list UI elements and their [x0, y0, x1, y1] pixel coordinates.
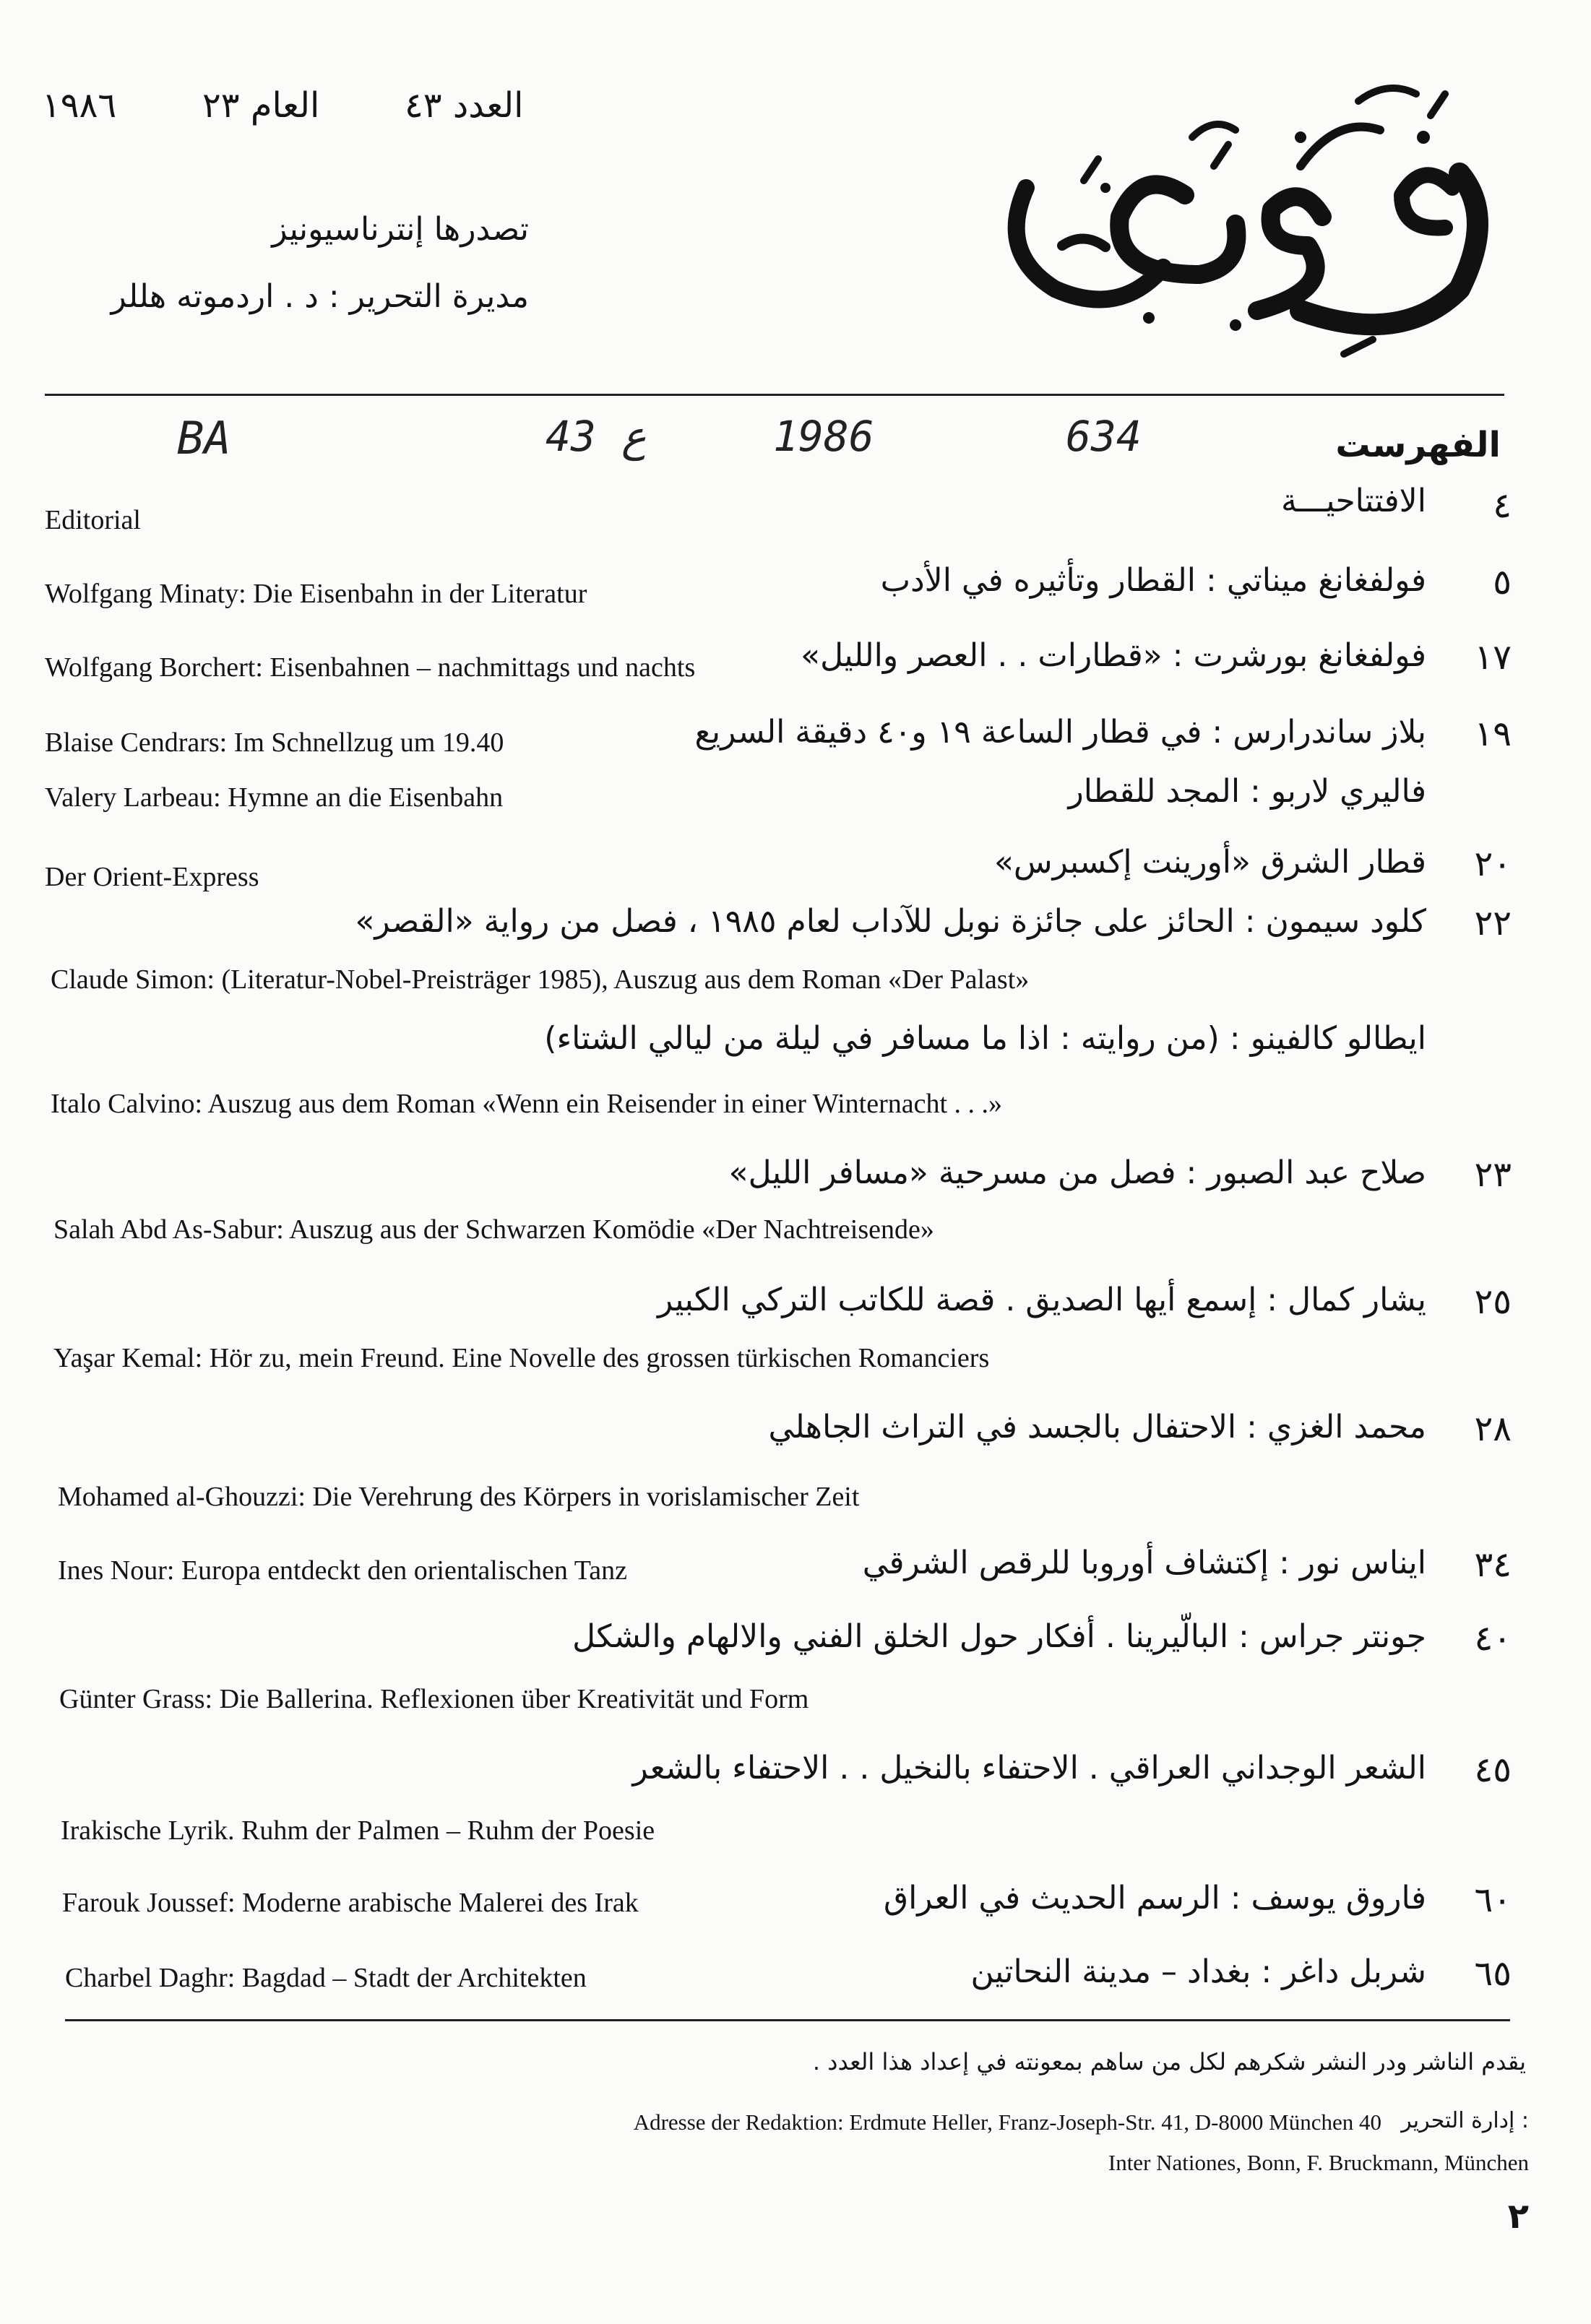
toc-entry-german: Yaşar Kemal: Hör zu, mein Freund. Eine Novelle des grossen türkischen Romanciers: [53, 1343, 990, 1373]
toc-page-number: ٢٠: [1474, 844, 1512, 884]
toc-entry-arabic: فولفغانغ بورشرت : «قطارات . . العصر والليل»: [801, 637, 1426, 674]
toc-entry-german: Wolfgang Minaty: Die Eisenbahn in der Literatur: [45, 579, 587, 609]
toc-entry-arabic: كلود سيمون : الحائز على جائزة نوبل للآداب لعام ١٩٨٥ ، فصل من رواية «القصر»: [355, 903, 1426, 940]
toc-title: الفهرست: [1335, 425, 1501, 465]
toc-entry-arabic: الافتتاحيـــة: [1280, 483, 1426, 519]
toc-page-number: ٣٤: [1474, 1545, 1512, 1585]
issue-number: العدد ٤٣: [405, 85, 524, 126]
calligraphy-logo-icon: [997, 51, 1517, 354]
handwritten-note: BA: [177, 412, 231, 465]
toc-entry-arabic: فاروق يوسف : الرسم الحديث في العراق: [883, 1880, 1426, 1917]
page-number: ٢: [1507, 2196, 1529, 2237]
toc-page-number: ٤٥: [1474, 1750, 1512, 1790]
issue-volume: العام ٢٣: [202, 85, 320, 126]
toc-entry-arabic: فولفغانغ ميناتي : القطار وتأثيره في الأدب: [880, 562, 1426, 599]
toc-page-number: ٦٥: [1474, 1953, 1512, 1994]
toc-entry-arabic: صلاح عبد الصبور : فصل من مسرحية «مسافر الليل»: [728, 1154, 1426, 1191]
toc-entry-german: Wolfgang Borchert: Eisenbahnen – nachmittags und nachts: [45, 652, 696, 683]
toc-entry-german: Der Orient-Express: [45, 862, 259, 892]
toc-entry-german: Claude Simon: (Literatur-Nobel-Preisträger 1985), Auszug aus dem Roman «Der Palast»: [51, 964, 1030, 995]
toc-entry-german: Ines Nour: Europa entdeckt den orientalischen Tanz: [58, 1555, 628, 1586]
toc-entry-arabic: ايطالو كالفينو : (من روايته : اذا ما مسافر في ليلة من ليالي الشتاء): [544, 1020, 1426, 1057]
toc-entry-german: Italo Calvino: Auszug aus dem Roman «Wenn ein Reisender in einer Winternacht . . .»: [51, 1089, 1003, 1119]
toc-entry-german: Irakische Lyrik. Ruhm der Palmen – Ruhm der Poesie: [61, 1815, 655, 1846]
toc-page-number: ٢٥: [1474, 1282, 1512, 1322]
toc-entry-arabic: محمد الغزي : الاحتفال بالجسد في التراث الجاهلي: [768, 1409, 1426, 1446]
toc-entry-arabic: ايناس نور : إكتشاف أوروبا للرقص الشرقي: [862, 1545, 1426, 1581]
toc-entry-german: Charbel Daghr: Bagdad – Stadt der Architekten: [65, 1963, 587, 1993]
toc-entry-arabic: قطار الشرق «أورينت إكسبرس»: [993, 844, 1426, 881]
issue-year: ١٩٨٦: [42, 85, 117, 126]
footer-divider: [65, 2019, 1510, 2021]
editor-line: مديرة التحرير : د . اردموته هللر: [111, 278, 529, 315]
toc-entry-arabic: يشار كمال : إسمع أيها الصديق . قصة للكاتب التركي الكبير: [657, 1282, 1426, 1318]
toc-entry-arabic: جونتر جراس : البالّيرينا . أفكار حول الخلق الفني والالهام والشكل: [572, 1618, 1426, 1655]
publisher-line: تصدرها إنترناسيونيز: [272, 211, 529, 248]
address-label-arabic: : إدارة التحرير: [1401, 2108, 1529, 2133]
toc-page-number: ٤: [1493, 485, 1512, 526]
toc-entry-arabic: شربل داغر : بغداد – مدينة النحاتين: [970, 1953, 1426, 1990]
magazine-logo: [997, 51, 1517, 354]
toc-entry-german: Salah Abd As-Sabur: Auszug aus der Schwarzen Komödie «Der Nachtreisende»: [53, 1214, 934, 1245]
toc-entry-german: Günter Grass: Die Ballerina. Reflexionen über Kreativität und Form: [59, 1684, 809, 1714]
toc-entry-arabic: فاليري لاربو : المجد للقطار: [1068, 773, 1426, 810]
toc-entry-german: Mohamed al-Ghouzzi: Die Verehrung des Körpers in vorislamischer Zeit: [58, 1482, 860, 1512]
toc-page-number: ٥: [1493, 562, 1512, 602]
toc-page-number: ٢٢: [1474, 903, 1512, 943]
publisher-imprint: Inter Nationes, Bonn, F. Bruckmann, München: [1108, 2150, 1529, 2175]
toc-entry-arabic: بلاز ساندرارس : في قطار الساعة ١٩ و٤٠ دقيقة السريع: [694, 714, 1426, 751]
toc-page-number: ٢٣: [1474, 1154, 1512, 1195]
toc-page-number: ٢٨: [1474, 1409, 1512, 1449]
toc-page-number: ٦٠: [1474, 1880, 1512, 1920]
handwritten-note: 634: [1066, 412, 1142, 461]
toc-entry-arabic: الشعر الوجداني العراقي . الاحتفاء بالنخيل . . الاحتفاء بالشعر: [632, 1750, 1426, 1787]
toc-page-number: ٤٠: [1474, 1618, 1512, 1659]
thanks-note: يقدم الناشر ودر النشر شكرهم لكل من ساهم بمعونته في إعداد هذا العدد .: [812, 2048, 1526, 2075]
toc-entry-german: Farouk Joussef: Moderne arabische Malerei des Irak: [62, 1888, 639, 1918]
toc-entry-german: Valery Larbeau: Hymne an die Eisenbahn: [45, 782, 504, 813]
toc-entry-german: Editorial: [45, 505, 141, 535]
toc-entry-german: Blaise Cendrars: Im Schnellzug um 19.40: [45, 727, 504, 758]
handwritten-note: 1986: [773, 412, 874, 461]
handwritten-note: 43 ع: [546, 412, 647, 461]
toc-page-number: ١٩: [1474, 714, 1512, 754]
toc-page-number: ١٧: [1474, 637, 1512, 678]
header-divider: [45, 394, 1504, 396]
editorial-address: Adresse der Redaktion: Erdmute Heller, Franz-Joseph-Str. 41, D-8000 München 40: [633, 2109, 1381, 2135]
